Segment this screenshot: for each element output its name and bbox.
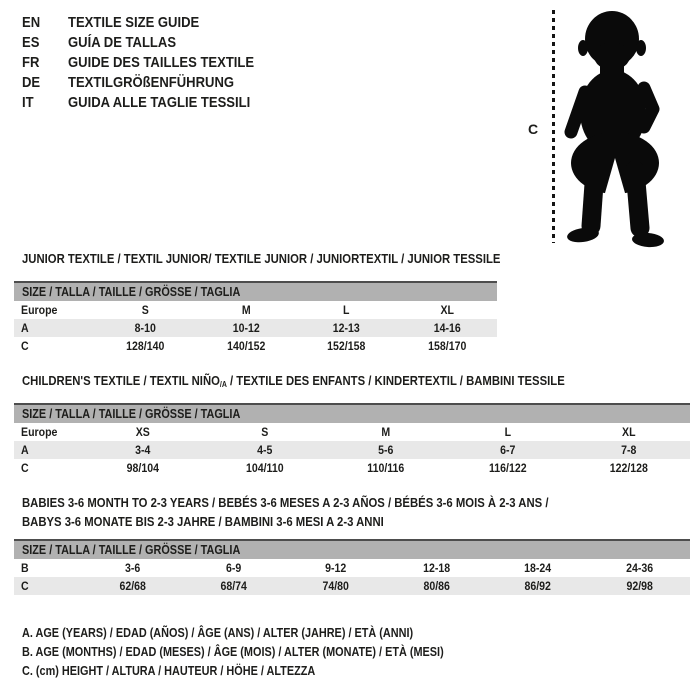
language-row-fr bbox=[22, 53, 282, 73]
language-title: GUÍA DE TALLAS bbox=[68, 34, 177, 51]
months-cell: 12-18 bbox=[423, 561, 451, 575]
language-row-it bbox=[22, 93, 282, 113]
language-row-en bbox=[22, 13, 282, 33]
row-label: A bbox=[21, 321, 29, 335]
row-label: A bbox=[21, 443, 29, 457]
language-title: TEXTILE SIZE GUIDE bbox=[68, 14, 200, 31]
age-cell: 12-13 bbox=[332, 321, 360, 335]
language-title: TEXTILGRÖßENFÜHRUNG bbox=[68, 74, 235, 91]
height-cell: 116/122 bbox=[488, 461, 527, 475]
footnote-b: B. AGE (MONTHS) / EDAD (MESES) / ÂGE (MOIS) / ALTER (MONATE) / ETÀ (MESI) bbox=[22, 645, 444, 659]
height-cell: 86/92 bbox=[524, 579, 552, 593]
babies-size-table bbox=[14, 539, 690, 595]
height-cell: 98/104 bbox=[126, 461, 159, 475]
size-cell: L bbox=[504, 425, 511, 439]
months-cell: 18-24 bbox=[524, 561, 552, 575]
height-cell: 122/128 bbox=[610, 461, 649, 475]
height-cell: 68/74 bbox=[220, 579, 248, 593]
row-label: C bbox=[21, 461, 29, 475]
size-cell: XS bbox=[135, 425, 150, 439]
size-header-row: SIZE / TALLA / TAILLE / GRÖSSE / TAGLIA bbox=[14, 283, 497, 301]
height-cell: 140/152 bbox=[226, 339, 265, 353]
months-cell: 24-36 bbox=[625, 561, 653, 575]
height-cell: 62/68 bbox=[119, 579, 146, 593]
height-cell: 80/86 bbox=[423, 579, 450, 593]
table-row-age bbox=[14, 441, 690, 459]
table-row-height bbox=[14, 337, 497, 355]
height-cell: 104/110 bbox=[245, 461, 284, 475]
babies-section-title-line2: BABYS 3-6 MONATE BIS 2-3 JAHRE / BAMBINI 3-6 MESI A 2-3 ANNI bbox=[22, 514, 384, 529]
language-row-es bbox=[22, 33, 282, 53]
table-row-age bbox=[14, 319, 497, 337]
age-cell: 3-4 bbox=[135, 443, 151, 457]
height-cell: 92/98 bbox=[626, 579, 653, 593]
row-label: B bbox=[21, 561, 29, 575]
size-cell: M bbox=[241, 303, 251, 317]
months-cell: 9-12 bbox=[324, 561, 346, 575]
language-code: IT bbox=[22, 94, 34, 111]
months-cell: 3-6 bbox=[125, 561, 141, 575]
language-title: GUIDE DES TAILLES TEXTILE bbox=[68, 54, 255, 71]
age-cell: 14-16 bbox=[433, 321, 461, 335]
height-measure-dotted-line bbox=[552, 10, 555, 243]
table-row-height bbox=[14, 577, 690, 595]
children-size-table bbox=[14, 403, 690, 477]
height-cell: 152/158 bbox=[327, 339, 366, 353]
language-code: EN bbox=[22, 14, 41, 31]
height-cell: 128/140 bbox=[126, 339, 165, 353]
age-cell: 8-10 bbox=[134, 321, 156, 335]
size-cell: S bbox=[141, 303, 149, 317]
age-cell: 5-6 bbox=[378, 443, 394, 457]
row-label: Europe bbox=[21, 303, 58, 317]
language-title: GUIDA ALLE TAGLIE TESSILI bbox=[68, 94, 251, 111]
row-label: C bbox=[21, 339, 29, 353]
age-cell: 7-8 bbox=[621, 443, 637, 457]
height-cell: 158/170 bbox=[427, 339, 466, 353]
language-code: FR bbox=[22, 54, 40, 71]
table-row-height bbox=[14, 459, 690, 477]
age-cell: 4-5 bbox=[256, 443, 273, 457]
babies-section-title-line1: BABIES 3-6 MONTH TO 2-3 YEARS / BEBÉS 3-6 MESES A 2-3 AÑOS / BÉBÉS 3-6 MOIS À 2-3 ANS / bbox=[22, 495, 549, 510]
size-cell: XL bbox=[439, 303, 454, 317]
age-cell: 10-12 bbox=[232, 321, 260, 335]
size-cell: L bbox=[343, 303, 350, 317]
junior-size-table bbox=[14, 281, 497, 355]
size-header-row: SIZE / TALLA / TAILLE / GRÖSSE / TAGLIA bbox=[14, 405, 690, 423]
table-row-europe bbox=[14, 301, 497, 319]
language-title-list bbox=[22, 13, 282, 113]
size-cell: M bbox=[381, 425, 391, 439]
size-header-row: SIZE / TALLA / TAILLE / GRÖSSE / TAGLIA bbox=[14, 541, 690, 559]
language-row-de bbox=[22, 73, 282, 93]
footnote-legend bbox=[22, 624, 507, 681]
size-cell: XL bbox=[622, 425, 636, 439]
language-code: ES bbox=[22, 34, 40, 51]
table-row-europe bbox=[14, 423, 690, 441]
title-subscript: /A bbox=[219, 380, 227, 389]
months-cell: 6-9 bbox=[226, 561, 242, 575]
table-row-months bbox=[14, 559, 690, 577]
toddler-silhouette-image bbox=[556, 8, 695, 248]
row-label: C bbox=[21, 579, 29, 593]
row-label: Europe bbox=[21, 425, 58, 439]
height-cell: 74/80 bbox=[322, 579, 349, 593]
age-cell: 6-7 bbox=[499, 443, 516, 457]
language-code: DE bbox=[22, 74, 41, 91]
footnote-c: C. (cm) HEIGHT / ALTURA / HAUTEUR / HÖHE / ALTEZZA bbox=[22, 664, 316, 678]
footnote-a: A. AGE (YEARS) / EDAD (AÑOS) / ÂGE (ANS) / ALTER (JAHRE) / ETÀ (ANNI) bbox=[22, 626, 414, 640]
height-measure-label: C bbox=[528, 121, 539, 137]
size-cell: S bbox=[260, 425, 268, 439]
children-section-title: CHILDREN'S TEXTILE / TEXTIL NIÑO/A / TEXTILE DES ENFANTS / KINDERTEXTIL / BAMBINI TESSILE bbox=[22, 373, 565, 389]
junior-section-title: JUNIOR TEXTILE / TEXTIL JUNIOR/ TEXTILE JUNIOR / JUNIORTEXTIL / JUNIOR TESSILE bbox=[22, 251, 501, 266]
height-cell: 110/116 bbox=[367, 461, 405, 475]
